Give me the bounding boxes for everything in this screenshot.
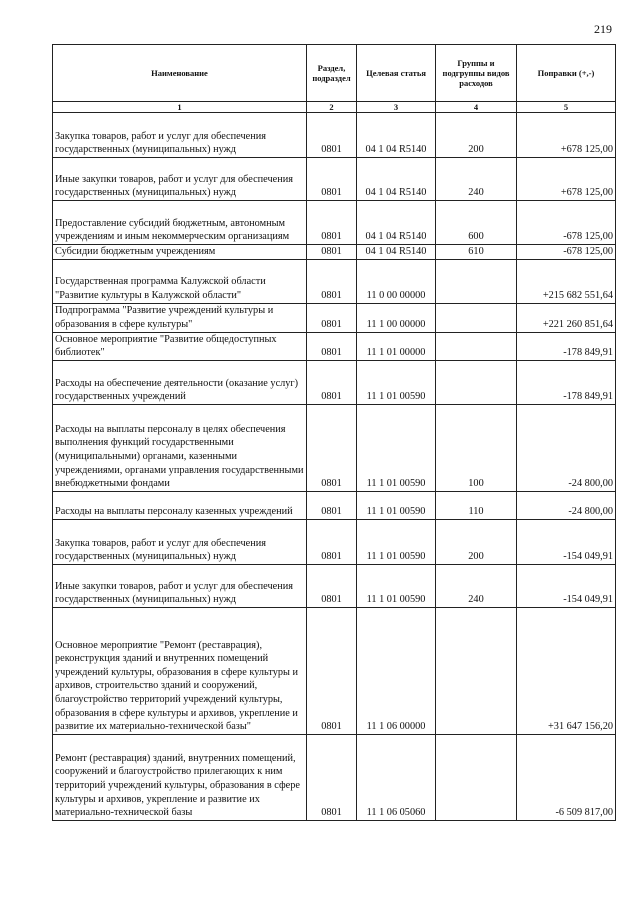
- table-row: [53, 245, 616, 260]
- row-target: 11 1 01 00590: [357, 360, 436, 404]
- row-name: Основное мероприятие "Развитие общедоступных библиотек": [53, 332, 307, 360]
- row-amount: -678 125,00: [517, 245, 616, 260]
- row-section: 0801: [307, 734, 357, 820]
- row-amount: +215 682 551,64: [517, 259, 616, 303]
- column-number: 3: [357, 102, 436, 113]
- table-row: [53, 259, 616, 303]
- row-group: 600: [436, 201, 517, 245]
- row-target: 11 0 00 00000: [357, 259, 436, 303]
- row-name: Иные закупки товаров, работ и услуг для обеспечения государственных (муниципальных) нужд: [53, 564, 307, 607]
- row-group: [436, 360, 517, 404]
- row-amount: -154 049,91: [517, 564, 616, 607]
- row-group: [436, 332, 517, 360]
- row-group: [436, 303, 517, 332]
- page-number: 219: [594, 22, 612, 36]
- row-section: 0801: [307, 259, 357, 303]
- budget-amendments-table: [52, 44, 616, 821]
- column-number-row: [53, 102, 616, 113]
- row-amount: -178 849,91: [517, 332, 616, 360]
- row-section: 0801: [307, 201, 357, 245]
- row-section: 0801: [307, 332, 357, 360]
- table-row: [53, 332, 616, 360]
- row-target: 04 1 04 R5140: [357, 245, 436, 260]
- row-name: Подпрограмма "Развитие учреждений культуры и образования в сфере культуры": [53, 303, 307, 332]
- row-group: 200: [436, 519, 517, 564]
- row-amount: +678 125,00: [517, 158, 616, 201]
- row-amount: -24 800,00: [517, 491, 616, 519]
- row-section: 0801: [307, 404, 357, 491]
- header-name: Наименование: [53, 45, 307, 102]
- column-number: 1: [53, 102, 307, 113]
- row-amount: -6 509 817,00: [517, 734, 616, 820]
- header-amendments: Поправки (+,-): [517, 45, 616, 102]
- row-group: 610: [436, 245, 517, 260]
- table-row: [53, 491, 616, 519]
- row-target: 11 1 06 05060: [357, 734, 436, 820]
- row-amount: +31 647 156,20: [517, 607, 616, 734]
- row-section: 0801: [307, 564, 357, 607]
- table-row: [53, 303, 616, 332]
- table-row: [53, 607, 616, 734]
- table-row: [53, 201, 616, 245]
- row-name: Расходы на обеспечение деятельности (оказание услуг) государственных учреждений: [53, 360, 307, 404]
- column-number: 2: [307, 102, 357, 113]
- row-amount: -678 125,00: [517, 201, 616, 245]
- row-name: Расходы на выплаты персоналу казенных учреждений: [53, 491, 307, 519]
- row-amount: -178 849,91: [517, 360, 616, 404]
- row-section: 0801: [307, 303, 357, 332]
- row-section: 0801: [307, 245, 357, 260]
- row-target: 11 1 01 00590: [357, 404, 436, 491]
- column-number: 4: [436, 102, 517, 113]
- row-target: 04 1 04 R5140: [357, 158, 436, 201]
- column-number: 5: [517, 102, 616, 113]
- row-section: 0801: [307, 519, 357, 564]
- table-row: [53, 734, 616, 820]
- row-target: 11 1 01 00000: [357, 332, 436, 360]
- row-target: 11 1 01 00590: [357, 564, 436, 607]
- row-target: 11 1 01 00590: [357, 491, 436, 519]
- row-name: Иные закупки товаров, работ и услуг для обеспечения государственных (муниципальных) нужд: [53, 158, 307, 201]
- row-name: Закупка товаров, работ и услуг для обеспечения государственных (муниципальных) нужд: [53, 113, 307, 158]
- table-row: [53, 519, 616, 564]
- table-row: [53, 360, 616, 404]
- table-row: [53, 113, 616, 158]
- row-name: Закупка товаров, работ и услуг для обеспечения государственных (муниципальных) нужд: [53, 519, 307, 564]
- row-name: Субсидии бюджетным учреждениям: [53, 245, 307, 260]
- row-section: 0801: [307, 491, 357, 519]
- row-group: 110: [436, 491, 517, 519]
- row-name: Государственная программа Калужской области "Развитие культуры в Калужской области": [53, 259, 307, 303]
- row-target: 11 1 06 00000: [357, 607, 436, 734]
- row-target: 04 1 04 R5140: [357, 201, 436, 245]
- row-group: [436, 734, 517, 820]
- row-section: 0801: [307, 360, 357, 404]
- table-row: [53, 404, 616, 491]
- row-name: Расходы на выплаты персоналу в целях обеспечения выполнения функций государственными (муниципальными) органами, казенными учреждениями, органами управления государственными внебюджетными фондами: [53, 404, 307, 491]
- row-amount: -154 049,91: [517, 519, 616, 564]
- row-section: 0801: [307, 158, 357, 201]
- row-name: Предоставление субсидий бюджетным, автономным учреждениям и иным некоммерческим организациям: [53, 201, 307, 245]
- header-target: Целевая статья: [357, 45, 436, 102]
- table-row: [53, 158, 616, 201]
- header-groups: Группы и подгруппы видов расходов: [436, 45, 517, 102]
- row-amount: -24 800,00: [517, 404, 616, 491]
- row-name: Ремонт (реставрация) зданий, внутренних помещений, сооружений и благоустройство прилегающих к ним территорий учреждений культуры, образования в сфере культуры и архивов, укрепление и развитие их материально-технической базы: [53, 734, 307, 820]
- header-section: Раздел, подраздел: [307, 45, 357, 102]
- row-amount: +221 260 851,64: [517, 303, 616, 332]
- row-group: [436, 259, 517, 303]
- row-target: 04 1 04 R5140: [357, 113, 436, 158]
- table-header-row: [53, 45, 616, 102]
- row-group: 240: [436, 158, 517, 201]
- row-name: Основное мероприятие "Ремонт (реставрация), реконструкция зданий и внутренних помещений учреждений культуры, образования в сфере культуры и архивов, строительство зданий и сооружений, благоустройство территорий учреждений культуры, образования в сфере культуры и архивов, укрепление и развитие их материально-технической базы": [53, 607, 307, 734]
- row-section: 0801: [307, 607, 357, 734]
- row-amount: +678 125,00: [517, 113, 616, 158]
- row-group: 240: [436, 564, 517, 607]
- row-target: 11 1 00 00000: [357, 303, 436, 332]
- row-group: 100: [436, 404, 517, 491]
- row-group: [436, 607, 517, 734]
- row-group: 200: [436, 113, 517, 158]
- row-section: 0801: [307, 113, 357, 158]
- table-row: [53, 564, 616, 607]
- row-target: 11 1 01 00590: [357, 519, 436, 564]
